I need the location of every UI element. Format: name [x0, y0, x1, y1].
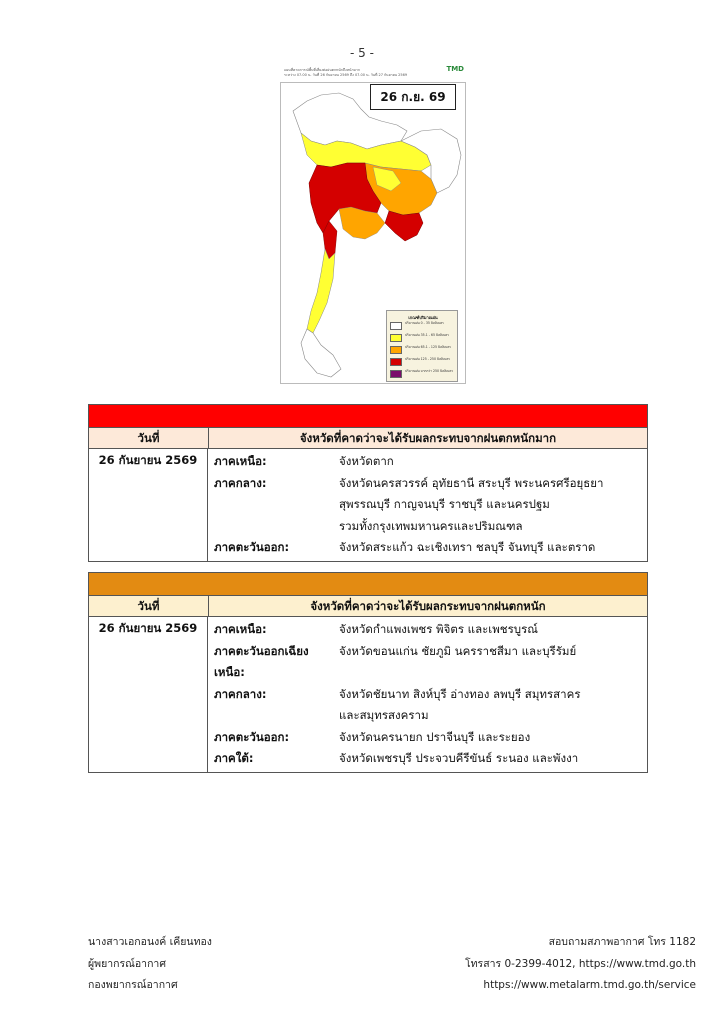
- region-row: [214, 641, 647, 684]
- table-row: [89, 617, 647, 772]
- region-name: ภาคตะวันออก:: [214, 729, 290, 744]
- map-south-white: [301, 329, 341, 377]
- province-list: จังหวัดกำแพงเพชร พิจิตร และเพชรบูรณ์: [339, 622, 538, 636]
- legend-item: [390, 321, 456, 331]
- region-row: [214, 473, 647, 495]
- legend-item: [390, 357, 456, 367]
- province-list: รวมทั้งกรุงเทพมหานครและปริมณฑล: [339, 518, 523, 533]
- map-header: [280, 64, 466, 82]
- legend-label: ปริมาณฝน 125 - 250 มิลลิเมตร: [405, 357, 450, 361]
- forecaster-name: นางสาวเอกอนงค์ เคียนทอง: [88, 936, 212, 948]
- province-list: จังหวัดขอนแก่น ชัยภูมิ นครราชสีมา และบุรีรัมย์: [339, 643, 577, 658]
- map-date-label: 26 ก.ย. 69: [370, 84, 456, 110]
- rainfall-risk-map: [280, 64, 466, 384]
- province-list: จังหวัดเพชรบุรี ประจวบคีรีขันธ์ ระนอง และพังงา: [339, 751, 579, 765]
- province-list: สุพรรณบุรี กาญจนบุรี ราชบุรี และนครปฐม: [339, 497, 550, 511]
- forecaster-division: กองพยากรณ์อากาศ: [88, 979, 178, 991]
- province-list: จังหวัดสระแก้ว ฉะเชิงเทรา ชลบุรี จันทบุรี และตราด: [339, 540, 596, 554]
- legend-item: [390, 369, 456, 379]
- map-orange-central: [339, 207, 385, 239]
- heavy-rain-table: [88, 572, 648, 773]
- region-row-continued: [214, 705, 647, 727]
- region-row: [214, 727, 647, 749]
- region-name: ภาคใต้:: [214, 751, 254, 765]
- region-name: ภาคกลาง:: [214, 475, 267, 490]
- row-date: 26 กันยายน 2569: [89, 617, 208, 772]
- header-title: จังหวัดที่คาดว่าจะได้รับผลกระทบจากฝนตกหนักมาก: [299, 431, 557, 445]
- forecaster-title: ผู้พยากรณ์อากาศ: [88, 957, 166, 970]
- header-date: วันที่: [89, 428, 209, 448]
- region-name: ภาคเหนือ:: [214, 454, 267, 468]
- province-list: จังหวัดนครนายก ปราจีนบุรี และระยอง: [339, 729, 531, 744]
- province-list: จังหวัดตาก: [339, 454, 394, 468]
- region-name: ภาคกลาง:: [214, 686, 267, 701]
- contact-phone: สอบถามสภาพอากาศ โทร 1182: [548, 936, 696, 948]
- contact-fax-link[interactable]: โทรสาร 0-2399-4012, https://www.tmd.go.th: [465, 957, 696, 970]
- severity-band-orange: [89, 573, 647, 596]
- province-list: และสมุทรสงคราม: [339, 708, 429, 722]
- table-row: [89, 449, 647, 561]
- map-title: แผนที่คาดการณ์พื้นที่เสี่ยงต่อฝนตกหนักถึงหนักมาก: [284, 68, 360, 72]
- legend-label: ปริมาณฝน 65.1 - 125 มิลลิเมตร: [405, 345, 451, 349]
- row-date: 26 กันยายน 2569: [89, 449, 208, 561]
- table-header: [89, 596, 647, 617]
- map-south-yellow: [307, 249, 335, 333]
- province-list: จังหวัดนครสวรรค์ อุทัยธานี สระบุรี พระนครศรีอยุธยา: [339, 475, 604, 490]
- legend-swatch: [390, 334, 402, 342]
- legend-swatch: [390, 346, 402, 354]
- footer-contact: [465, 932, 696, 997]
- map-subtitle: ระหว่าง 07.00 น. วันที่ 26 กันยายน 2569 ถึง 07.00 น. วันที่ 27 กันยายน 2569: [284, 73, 408, 77]
- row-provinces: [208, 617, 647, 772]
- region-row: [214, 684, 647, 706]
- header-date: วันที่: [89, 596, 209, 616]
- legend-swatch: [390, 322, 402, 330]
- legend-swatch: [390, 370, 402, 378]
- legend-item: [390, 345, 456, 355]
- rainfall-legend: [386, 310, 458, 382]
- footer-forecaster: [88, 932, 212, 997]
- legend-swatch: [390, 358, 402, 366]
- legend-item: [390, 333, 456, 343]
- province-list: จังหวัดชัยนาท สิงห์บุรี อ่างทอง ลพบุรี สมุทรสาคร: [339, 686, 581, 701]
- region-row-continued: [214, 494, 647, 516]
- region-row: [214, 537, 647, 559]
- region-row-continued: [214, 516, 647, 538]
- legend-label: ปริมาณฝน มากกว่า 250 มิลลิเมตร: [405, 369, 454, 373]
- region-name: ภาคเหนือ:: [214, 622, 267, 636]
- contact-service-link[interactable]: https://www.metalarm.tmd.go.th/service: [483, 979, 696, 991]
- legend-label: ปริมาณฝน 0 - 35 มิลลิเมตร: [405, 321, 444, 325]
- region-row: [214, 451, 647, 473]
- table-header: [89, 428, 647, 449]
- region-name: ภาคตะวันออกเฉียงเหนือ:: [214, 643, 309, 679]
- page-number: - 5 -: [350, 46, 374, 60]
- region-row: [214, 748, 647, 770]
- region-name: ภาคตะวันออก:: [214, 540, 290, 554]
- row-provinces: [208, 449, 647, 561]
- legend-title: เกณฑ์ปริมาณฝน: [408, 315, 438, 320]
- region-row: [214, 619, 647, 641]
- map-red-east: [385, 211, 423, 241]
- header-title: จังหวัดที่คาดว่าจะได้รับผลกระทบจากฝนตกหนัก: [310, 599, 546, 613]
- very-heavy-rain-table: [88, 404, 648, 562]
- legend-label: ปริมาณฝน 35.1 - 65 มิลลิเมตร: [405, 333, 449, 337]
- severity-band-red: [89, 405, 647, 428]
- tmd-logo: TMD: [446, 65, 464, 73]
